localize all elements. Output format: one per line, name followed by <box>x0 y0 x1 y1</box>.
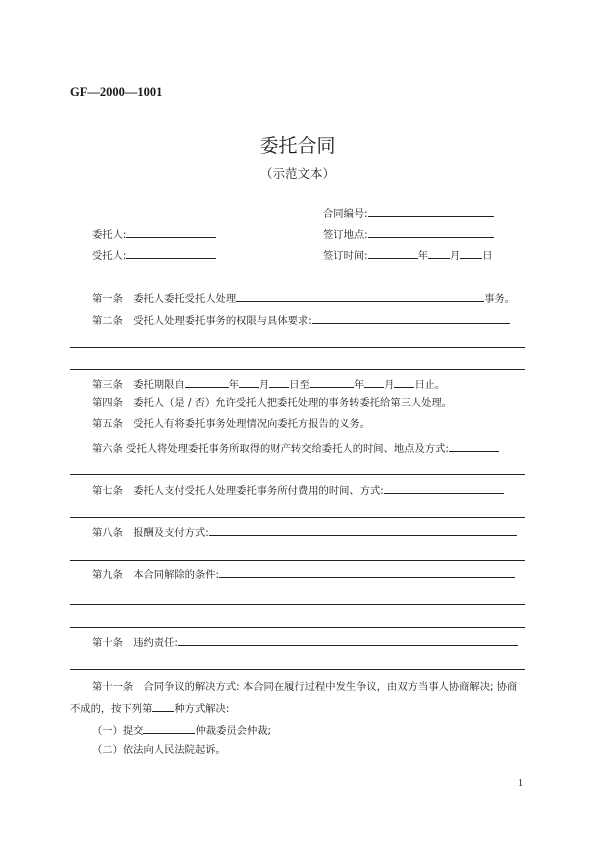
clause-10 <box>92 634 518 650</box>
sign-year-blank[interactable] <box>368 247 418 259</box>
clause-10-label: 第十条 <box>92 637 123 649</box>
clause-5-text: 受托人有将委托事务处理情况向委托方报告的义务。 <box>133 418 371 430</box>
clause-3-year-from[interactable] <box>185 376 229 388</box>
clause-2 <box>92 312 510 328</box>
clause-1-tail: 事务。 <box>484 293 516 305</box>
day-label: 日 <box>482 250 493 262</box>
clause-11-option-1 <box>92 722 271 738</box>
principal-blank[interactable] <box>126 226 216 238</box>
clause-2-blank[interactable] <box>312 312 510 324</box>
clause-3-day-from[interactable] <box>269 376 289 388</box>
sign-time-field <box>323 247 493 263</box>
clause-4 <box>92 397 452 410</box>
clause-11 <box>70 676 525 720</box>
clause-1 <box>92 290 515 306</box>
clause-11-option-2 <box>92 744 226 757</box>
clause-9-line-2[interactable] <box>70 627 525 628</box>
clause-11-text-b: 种方式解决: <box>174 703 230 715</box>
clause-3-month-from[interactable] <box>239 376 259 388</box>
sign-month-blank[interactable] <box>428 247 450 259</box>
clause-3 <box>92 376 445 392</box>
contract-number-field <box>323 205 494 221</box>
clause-6-label: 第六条 <box>92 443 123 455</box>
clause-8-line-1[interactable] <box>70 560 525 561</box>
clause-4-label: 第四条 <box>92 397 123 409</box>
clause-2-label: 第二条 <box>92 315 123 327</box>
principal-label: 委托人: <box>92 229 127 241</box>
agent-blank[interactable] <box>126 247 216 259</box>
document-code: GF—2000—1001 <box>70 85 163 99</box>
month-label: 月 <box>449 250 461 262</box>
arbitration-committee-blank[interactable] <box>143 722 195 734</box>
sign-time-label: 签订时间: <box>323 250 368 262</box>
clause-11-method-blank[interactable] <box>152 700 174 712</box>
clause-8-blank[interactable] <box>209 524 517 536</box>
principal-field <box>92 226 216 242</box>
clause-9 <box>92 566 515 582</box>
clause-3-month: 月 <box>258 379 270 391</box>
clause-10-blank[interactable] <box>178 634 518 646</box>
clause-6 <box>92 440 499 456</box>
clause-9-line-1[interactable] <box>70 604 525 605</box>
clause-8 <box>92 524 517 540</box>
clause-3-month2: 月 <box>384 379 395 391</box>
document-title: 委托合同 <box>259 135 336 157</box>
clause-7-text: 委托人支付受托人处理委托事务所付费用的时间、方式: <box>133 485 384 497</box>
sign-day-blank[interactable] <box>460 247 482 259</box>
clause-10-line-1[interactable] <box>70 669 525 670</box>
clause-1-blank[interactable] <box>236 290 484 302</box>
year-label: 年 <box>417 250 428 262</box>
clause-5 <box>92 418 370 431</box>
clause-11-option-1-a: （一）提交 <box>92 725 144 737</box>
clause-11-option-1-b: 仲裁委员会仲裁; <box>195 725 272 737</box>
clause-3-month-to[interactable] <box>364 376 384 388</box>
clause-7-line-1[interactable] <box>70 517 525 518</box>
clause-5-label: 第五条 <box>92 418 123 430</box>
clause-3-year-to[interactable] <box>310 376 354 388</box>
clause-9-text: 本合同解除的条件: <box>133 569 220 581</box>
clause-3-day-to-blank[interactable] <box>394 376 414 388</box>
clause-2-line-2[interactable] <box>70 369 525 370</box>
clause-6-blank[interactable] <box>449 440 499 452</box>
clause-8-text: 报酬及支付方式: <box>133 527 209 539</box>
clause-6-text: 受托人将处理委托事务所取得的财产转交给委托人的时间、地点及方式: <box>126 443 449 455</box>
clause-3-year: 年 <box>228 379 239 391</box>
clause-6-line-1[interactable] <box>70 474 525 475</box>
sign-place-blank[interactable] <box>368 226 494 238</box>
clause-4-text: 委托人（是 / 否）允许受托人把委托处理的事务转委托给第三人处理。 <box>133 397 453 409</box>
agent-label: 受托人: <box>92 250 127 262</box>
sign-place-field <box>323 226 494 242</box>
clause-8-label: 第八条 <box>92 527 123 539</box>
clause-3-day-to: 日至 <box>289 379 310 391</box>
contract-number-label: 合同编号: <box>323 208 368 220</box>
contract-number-blank[interactable] <box>368 205 494 217</box>
clause-9-label: 第九条 <box>92 569 123 581</box>
clause-3-year2: 年 <box>353 379 365 391</box>
document-subtitle: （示范文本） <box>259 166 335 181</box>
clause-3-end: 日止。 <box>414 379 446 391</box>
clause-2-text: 受托人处理委托事务的权限与具体要求: <box>133 315 312 327</box>
clause-7 <box>92 482 504 498</box>
clause-11-option-2-text: （二）依法向人民法院起诉。 <box>92 744 226 756</box>
clause-1-label: 第一条 <box>92 293 123 305</box>
page-number: 1 <box>518 778 523 789</box>
clause-2-line-1[interactable] <box>70 347 525 348</box>
clause-7-blank[interactable] <box>384 482 504 494</box>
clause-1-text: 委托人委托受托人处理 <box>133 293 237 305</box>
clause-3-prefix: 委托期限自 <box>133 379 185 391</box>
clause-7-label: 第七条 <box>92 485 123 497</box>
agent-field <box>92 247 216 263</box>
clause-3-label: 第三条 <box>92 379 123 391</box>
clause-9-blank[interactable] <box>219 566 515 578</box>
clause-10-text: 违约责任: <box>133 637 178 649</box>
sign-place-label: 签订地点: <box>323 229 368 241</box>
clause-11-text-a: 第十一条 合同争议的解决方式: 本合同在履行过程中发生争议，由双方当事人协商解决; 协商不成的，按下列第 <box>70 681 518 715</box>
